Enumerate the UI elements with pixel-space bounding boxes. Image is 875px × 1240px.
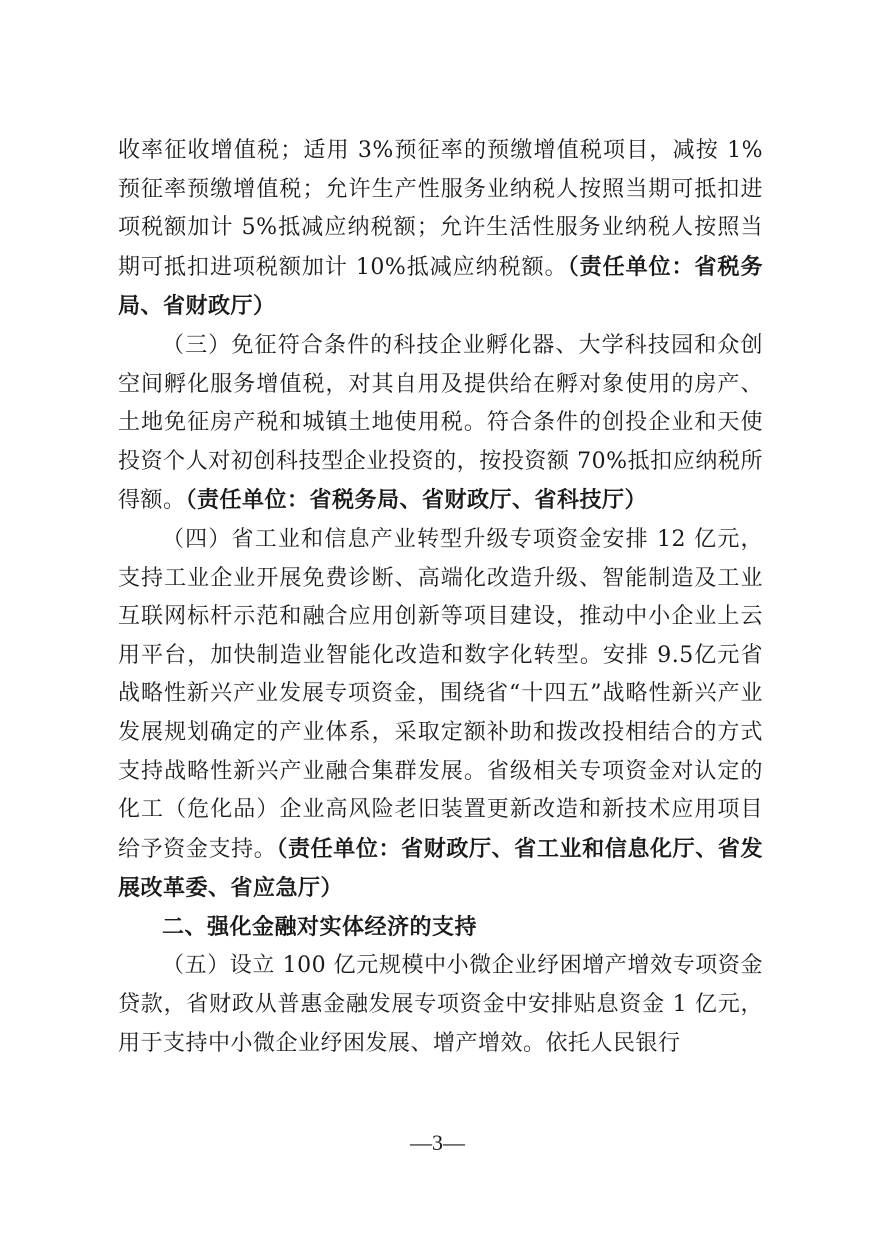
paragraph-text: （三）免征符合条件的科技企业孵化器、大学科技园和众创空间孵化服务增值税，对其自用及提供给在孵对象使用的房产、土地免征房产税和城镇土地使用税。符合条件的创投企业和天使投资个人对初创科技型企业投资的，按投资额 70%抵扣应纳税所得额。 <box>118 332 763 514</box>
section-heading: 二、强化金融对实体经济的支持 <box>162 914 478 940</box>
paragraph-text: 收率征收增值税；适用 3%预征率的预缴增值税项目，减按 1%预征率预缴增值税；允许生产性服务业纳税人按照当期可抵扣进项税额加计 5%抵减应纳税额；允许生活性服务业纳税人按照当期可抵扣进项税额加计 10%抵减应纳税额。 <box>118 138 763 280</box>
responsibility-note: （责任单位：省财政厅、省工业和信息化厅、省发展改革委、省应急厅） <box>118 835 763 902</box>
responsibility-note: （责任单位：省税务局、省财政厅、省科技厅） <box>185 487 648 514</box>
page-number: —3— <box>410 1130 465 1155</box>
document-body <box>118 132 763 1063</box>
paragraph-5: （五）设立 100 亿元规模中小微企业纾困增产增效专项资金贷款，省财政从普惠金融发展专项资金中安排贴息资金 1 亿元，用于支持中小微企业纾困发展、增产增效。依托人民银行 <box>118 953 763 1056</box>
paragraph-3 <box>118 327 763 521</box>
paragraph-text: （四）省工业和信息产业转型升级专项资金安排 12 亿元，支持工业企业开展免费诊断、高端化改造升级、智能制造及工业互联网标杆示范和融合应用创新等项目建设，推动中小企业上云用平台，加快制造业智能化改造和数字化转型。安排 9.5亿元省战略性新兴产业发展专项资金，围绕省“十四五”战略性新兴产业发展规划确定的产业体系，采取定额补助和拨改投相结合的方式支持战略性新兴产业融合集群发展。省级相关专项资金对认定的化工（危化品）企业高风险老旧装置更新改造和新技术应用项目给予资金支持。 <box>118 526 763 862</box>
responsibility-note: （责任单位：省税务局、省财政厅） <box>118 253 763 320</box>
paragraph-continued <box>118 132 763 327</box>
paragraph-4 <box>118 521 763 909</box>
